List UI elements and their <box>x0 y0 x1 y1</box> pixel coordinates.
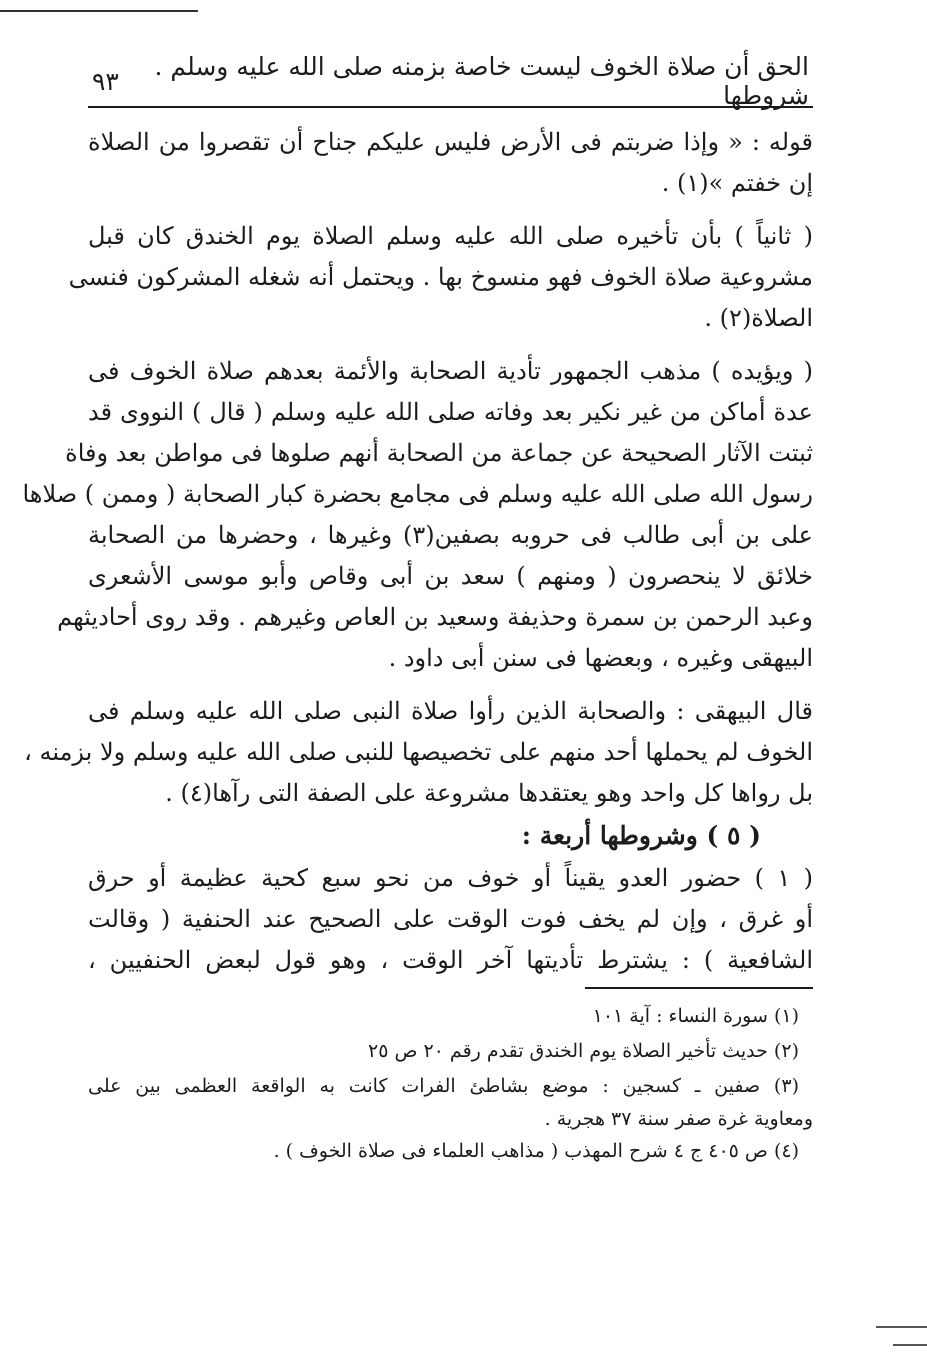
text-line: ( ١ ) حضور العدو يقيناً أو خوف من نحو سبع كحية عظيمة أو حرق <box>88 864 813 892</box>
text-line: رسول الله صلى الله عليه وسلم فى مجامع بحضرة كبار الصحابة ( وممن ) صلاها <box>22 480 813 508</box>
scan-edge-mark <box>893 1344 927 1346</box>
footnote-continuation: ومعاوية غرة صفر سنة ٣٧ هجرية . <box>544 1108 813 1130</box>
text-line: مشروعية صلاة الخوف فهو منسوخ بها . ويحتمل أنه شغله المشركون فنسى <box>68 263 813 291</box>
text-line: الصلاة(٢) . <box>704 304 813 332</box>
header-title: الحق أن صلاة الخوف ليست خاصة بزمنه صلى الله عليه وسلم . شروطها <box>154 52 809 110</box>
footnote: (٢) حديث تأخير الصلاة يوم الخندق تقدم رقم ٢٠ ص ٢٥ <box>367 1040 799 1062</box>
footnotes <box>88 999 813 1169</box>
footnote: (٤) ص ٤٠٥ ج ٤ شرح المهذب ( مذاهب العلماء فى صلاة الخوف ) . <box>273 1140 799 1162</box>
text-line: البيهقى وغيره ، وبعضها فى سنن أبى داود . <box>388 644 813 672</box>
text-line: بل رواها كل واحد وهو يعتقدها مشروعة على الصفة التى رآها(٤) . <box>165 779 813 807</box>
text-line: ( ثانياً ) بأن تأخيره صلى الله عليه وسلم الصلاة يوم الخندق كان قبل <box>88 222 813 250</box>
book-page <box>22 52 813 1169</box>
footnote-rule <box>585 987 813 989</box>
text-line: على بن أبى طالب فى حروبه بصفين(٣) وغيرها ، وحضرها من الصحابة <box>88 521 813 549</box>
footnote: (١) سورة النساء : آية ١٠١ <box>592 1005 799 1027</box>
body-text <box>22 122 813 981</box>
running-header <box>88 52 813 110</box>
section-heading: ( ٥ ) وشروطها أربعة : <box>521 821 761 850</box>
text-line: خلائق لا ينحصرون ( ومنهم ) سعد بن أبى وقاص وأبو موسى الأشعرى <box>88 562 813 590</box>
text-line: الخوف لم يحملها أحد منهم على تخصيصها للنبى صلى الله عليه وسلم ولا بزمنه ، <box>24 738 813 766</box>
page-number: ٩٣ <box>92 66 119 96</box>
text-line: إن خفتم »(١) . <box>661 169 813 197</box>
text-line: وعبد الرحمن بن سمرة وحذيفة وسعيد بن العاص وغيرهم . وقد روى أحاديثهم <box>57 603 813 631</box>
footnote: (٣) صفين ـ كسجين : موضع بشاطئ الفرات كانت به الواقعة العظمى بين على <box>88 1075 799 1097</box>
scan-edge-mark <box>876 1326 927 1328</box>
text-line: قال البيهقى : والصحابة الذين رأوا صلاة النبى صلى الله عليه وسلم فى <box>88 697 813 725</box>
scan-edge-mark <box>0 10 198 12</box>
text-line: عدة أماكن من غير نكير بعد وفاته صلى الله عليه وسلم ( قال ) النووى قد <box>88 398 813 426</box>
text-line: ثبتت الآثار الصحيحة عن جماعة من الصحابة أنهم صلوها فى مواطن بعد وفاة <box>65 439 813 467</box>
text-line: قوله : « وإذا ضربتم فى الأرض فليس عليكم جناح أن تقصروا من الصلاة <box>88 128 813 156</box>
text-line: ( ويؤيده ) مذهب الجمهور تأدية الصحابة والأئمة بعدهم صلاة الخوف فى <box>88 357 813 385</box>
text-line: أو غرق ، وإن لم يخف فوت الوقت على الصحيح عند الحنفية ( وقالت <box>88 905 813 933</box>
text-line: الشافعية ) : يشترط تأديتها آخر الوقت ، وهو قول لبعض الحنفيين ، <box>88 946 813 974</box>
